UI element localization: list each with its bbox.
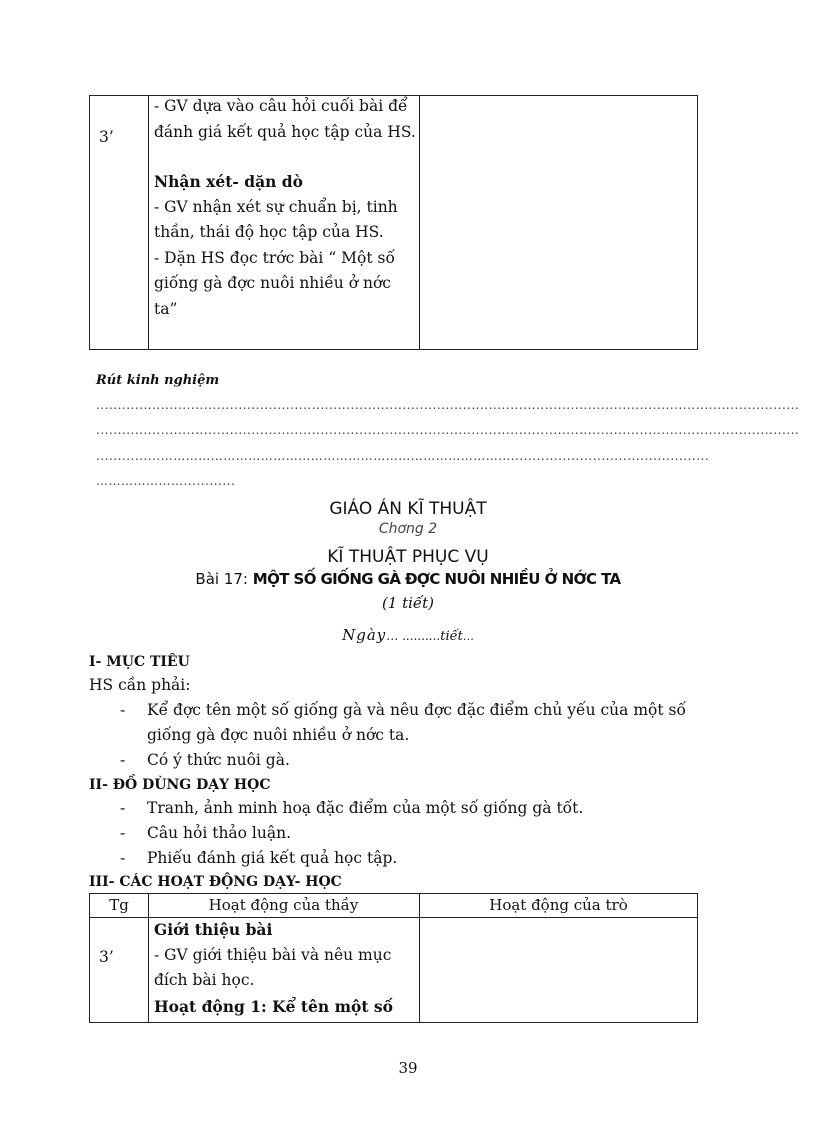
materials-heading: II- ĐỒ DÙNG DẠY HỌC xyxy=(89,777,271,793)
bullet-dash: - xyxy=(120,849,126,867)
teacher-line: thần, thái độ học tập của HS. xyxy=(154,223,384,241)
time-cell: 3’ xyxy=(99,128,114,146)
teacher-line: giống gà đợc nuôi nhiều ở nớc xyxy=(154,274,391,292)
activity-1-heading: Hoạt động 1: Kể tên một số xyxy=(154,996,393,1016)
section-heading-review: Nhận xét- dặn dò xyxy=(154,172,303,191)
lesson-prefix: Bài 17: xyxy=(195,570,248,588)
teacher-line: đích bài học. xyxy=(154,971,255,989)
date-line xyxy=(0,626,816,644)
date-label: Ngày xyxy=(342,626,387,644)
objective-item: Có ý thức nuôi gà. xyxy=(147,751,290,769)
lesson-name: MỘT SỐ GIỐNG GÀ ĐỢC NUÔI NHIỀU Ở NỚC TA xyxy=(252,570,621,588)
lesson-title xyxy=(0,570,816,588)
bullet-dash: - xyxy=(120,824,126,842)
material-item: Tranh, ảnh minh hoạ đặc điểm của một số giống gà tốt. xyxy=(147,799,584,817)
col-header-student: Hoạt động của trò xyxy=(489,896,628,914)
teacher-line: - Dặn HS đọc trớc bài “ Một số xyxy=(154,248,395,267)
activities-heading: III- CÁC HOẠT ĐỘNG DẠY- HỌC xyxy=(89,874,342,890)
chapter-title: KĨ THUẬT PHỤC VỤ xyxy=(327,547,489,567)
period-label: tiết xyxy=(440,629,463,644)
date-dots: … .......... xyxy=(386,629,441,643)
page-number: 39 xyxy=(398,1059,418,1077)
col-header-tg: Tg xyxy=(109,896,129,914)
teacher-activity-cell xyxy=(154,917,416,1019)
objective-item: Kể đợc tên một số giống gà và nêu đợc đặc điểm chủ yếu của một số xyxy=(147,701,686,719)
bullet-dash: - xyxy=(120,701,126,719)
experience-label: Rút kinh nghiệm xyxy=(96,373,220,388)
objectives-heading: I- MỤC TIÊU xyxy=(89,654,190,670)
material-item: Câu hỏi thảo luận. xyxy=(147,824,292,842)
bullet-dash: - xyxy=(120,751,126,769)
dotted-line: ...............………………………………………………………………………….............................................. xyxy=(96,449,710,463)
teacher-cell xyxy=(154,94,416,322)
teacher-line: - GV dựa vào câu hỏi cuối bài để xyxy=(154,97,408,115)
bullet-dash: - xyxy=(120,799,126,817)
activities-table xyxy=(89,893,698,1023)
teacher-line: - GV giới thiệu bài và nêu mục xyxy=(154,945,392,964)
dotted-line: …………………............ xyxy=(96,474,236,488)
col-header-teacher: Hoạt động của thầy xyxy=(208,896,359,914)
intro-heading: Giới thiệu bài xyxy=(154,920,273,939)
teacher-line: đánh giá kết quả học tập của HS. xyxy=(154,122,416,141)
material-item: Phiếu đánh giá kết quả học tập. xyxy=(147,849,398,867)
teacher-line: ta” xyxy=(154,299,178,318)
objectives-intro: HS cần phải: xyxy=(89,676,191,694)
dotted-line: ................................................................................................................................................................... xyxy=(96,398,800,412)
lesson-duration: (1 tiết) xyxy=(381,594,435,612)
lesson-plan-title: GIÁO ÁN KĨ THUẬT xyxy=(329,499,487,519)
chapter-label: Chơng 2 xyxy=(378,521,438,537)
period-dots: … xyxy=(462,630,474,643)
lesson-table-continued xyxy=(89,95,698,350)
dotted-line: ................................................................................................................................................................... xyxy=(96,423,800,437)
teacher-line: - GV nhận xét sự chuẩn bị, tinh xyxy=(154,197,398,216)
objective-item-cont: giống gà đợc nuôi nhiều ở nớc ta. xyxy=(147,726,410,744)
time-cell: 3’ xyxy=(99,948,114,966)
